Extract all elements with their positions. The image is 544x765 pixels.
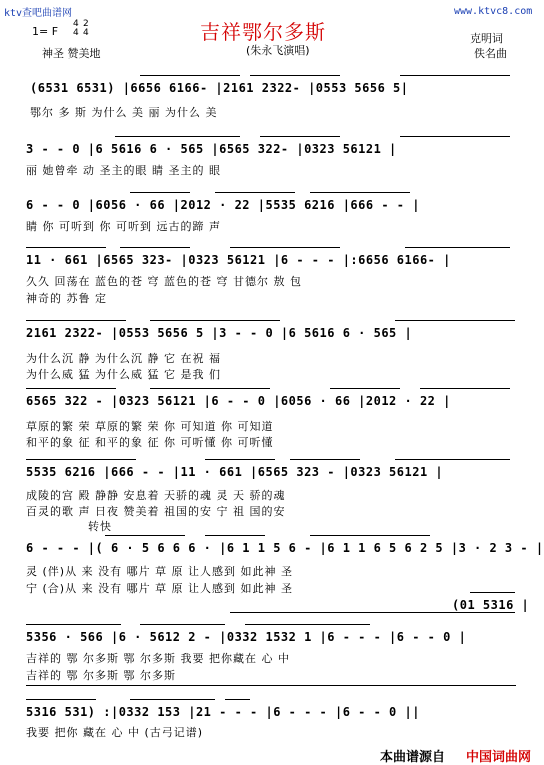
lyric-line-2: 和平的象 征 和平的象 征 你 可听懂 你 可听懂 xyxy=(26,436,274,449)
notation-row: (6531 6531) |6656 6166- |2161 2322- |0553 5656 5| xyxy=(30,81,409,95)
notation-row: 11 · 661 |6565 323- |0323 56121 |6 - - - |:6656 6166- | xyxy=(26,253,451,267)
lyric-line: 灵 (伴)从 来 没有 哪片 草 原 让人感到 如此神 圣 xyxy=(26,565,294,578)
lyric-line: 吉祥的 鄂 尔多斯 鄂 尔多斯 我要 把你藏在 心 中 xyxy=(26,652,290,665)
time-signature-alt: 2 4 xyxy=(83,19,89,38)
notation-row: 2161 2322- |0553 5656 5 |3 - - 0 |6 5616 6 · 565 | xyxy=(26,326,413,340)
lyric-line: 为什么沉 静 为什么沉 静 它 在祝 福 xyxy=(26,352,221,365)
lyric-line: 丽 她曾牵 动 圣主的眼 睛 圣主的 眼 xyxy=(26,164,221,177)
lyric-line: 鄂尔 多 斯 为什么 美 丽 为什么 美 xyxy=(30,106,218,119)
lyric-line: 我要 把你 藏在 心 中 (古弓记谱) xyxy=(26,726,204,739)
subtitle-left: 神圣 赞美地 xyxy=(42,47,101,60)
lyric-line-2: 宁 (合)从 来 没有 哪片 草 原 让人感到 如此神 圣 xyxy=(26,582,294,595)
notation-row: 6565 322 - |0323 56121 |6 - - 0 |6056 · 66 |2012 · 22 | xyxy=(26,394,451,408)
footer-source: 本曲谱源自 xyxy=(380,750,446,765)
lyric-line-2: 神奇的 苏鲁 定 xyxy=(26,292,107,305)
pickup-notes: (01 5316 | xyxy=(452,598,530,612)
lyric-line-2: 百灵的歌 声 日夜 赞美着 祖国的安 宁 祖 国的安 xyxy=(26,505,286,518)
footer-site[interactable]: 中国词曲网 xyxy=(466,750,532,765)
notation-row: 6 - - 0 |6056 · 66 |2012 · 22 |5535 6216 |666 - - | xyxy=(26,198,420,212)
time-signature: 4 4 xyxy=(73,19,79,38)
lyric-line: 睛 你 可听到 你 可听到 远古的蹄 声 xyxy=(26,220,221,233)
key-signature: 1= F xyxy=(32,25,59,38)
lyricist-credit: 克明词 xyxy=(470,32,503,45)
lyric-line: 久久 回荡在 蓝色的苍 穹 蓝色的苍 穹 甘德尔 敖 包 xyxy=(26,275,302,288)
lyric-line-2: 为什么威 猛 为什么威 猛 它 是我 们 xyxy=(26,368,221,381)
notation-row: 5535 6216 |666 - - |11 · 661 |6565 323 - |0323 56121 | xyxy=(26,465,444,479)
watermark-left: ktv查吧曲谱网 xyxy=(4,8,73,19)
watermark-right: www.ktvc8.com xyxy=(454,6,533,17)
notation-row: 5316 531) :|0332 153 |21 - - - |6 - - - |6 - - 0 || xyxy=(26,705,420,719)
lyric-line: 成陵的宫 殿 静静 安息着 天骄的魂 灵 天 骄的魂 xyxy=(26,489,286,502)
tempo-marking: 转快 xyxy=(88,520,112,533)
lyric-line-2: 吉祥的 鄂 尔多斯 鄂 尔多斯 xyxy=(26,669,176,682)
composer-credit: 佚名曲 xyxy=(474,47,507,60)
notation-row: 6 - - - |( 6 · 5 6 6 6 · |6 1 1 5 6 - |6 1 1 6 5 6 2 5 |3 · 2 3 - | xyxy=(26,541,544,555)
lyric-line: 草原的繁 荣 草原的繁 荣 你 可知道 你 可知道 xyxy=(26,420,274,433)
notation-row: 5356 · 566 |6 · 5612 2 - |0332 1532 1 |6 - - - |6 - - 0 | xyxy=(26,630,467,644)
song-title: 吉祥鄂尔多斯 xyxy=(200,20,326,44)
singer-credit: (朱永飞演唱) xyxy=(246,44,310,57)
notation-row: 3 - - 0 |6 5616 6 · 565 |6565 322- |0323 56121 | xyxy=(26,142,397,156)
